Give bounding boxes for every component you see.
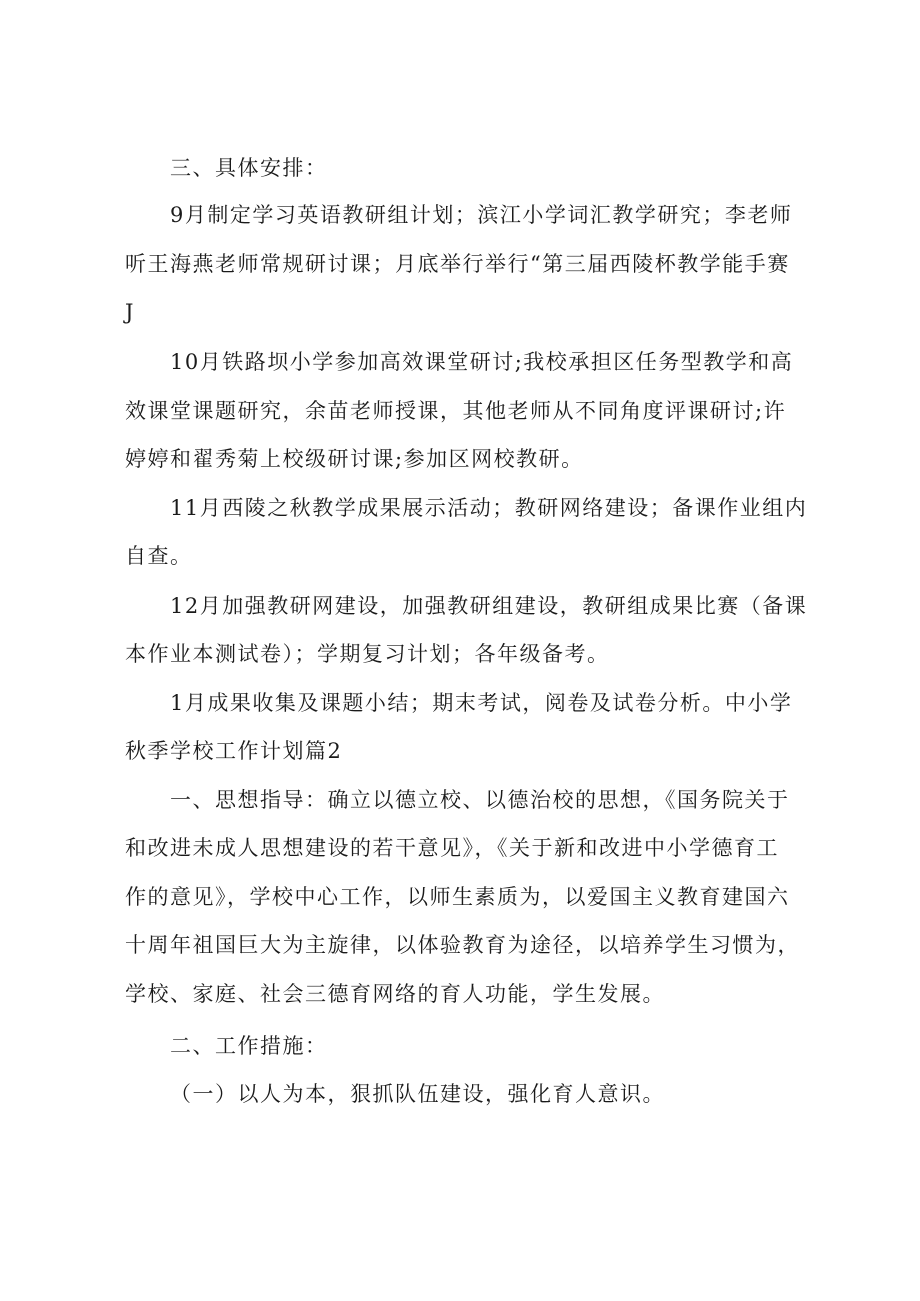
paragraph-line: 作的意见》，学校中心工作，以师生素质为，以爱国主义教育建国六 [125, 885, 790, 909]
paragraph-line: 9月制定学习英语教研组计划；滨江小学词汇教学研究；李老师 [170, 203, 793, 227]
paragraph-line: 十周年祖国巨大为主旋律，以体验教育为途径，以培养学生习惯为， [125, 933, 800, 957]
paragraph-line: 一、思想指导：确立以德立校、以德治校的思想，《国务院关于 [170, 788, 790, 812]
paragraph-line: 效课堂课题研究，余苗老师授课，其他老师从不同角度评课研讨;许 [125, 399, 787, 423]
article-title-line: 秋季学校工作计划篇2 [125, 739, 343, 763]
paragraph-line: 12月加强教研网建设，加强教研组建设，教研组成果比赛（备课 [170, 594, 808, 618]
paragraph-line: 婷婷和翟秀菊上校级研讨课;参加区网校教研。 [125, 447, 584, 471]
paragraph-line: 和改进未成人思想建设的若干意见》，《关于新和改进中小学德育工 [125, 836, 779, 860]
paragraph-line: 学校、家庭、社会三德育网络的育人功能，学生发展。 [125, 982, 665, 1006]
paragraph-line: 11月西陵之秋教学成果展示活动；教研网络建设；备课作业组内 [170, 496, 808, 520]
paragraph-line: 1月成果收集及课题小结；期末考试，阅卷及试卷分析。中小学 [170, 691, 793, 715]
subsection-heading: （一）以人为本，狠抓队伍建设，强化育人意识。 [170, 1082, 665, 1106]
paragraph-line: 自查。 [125, 544, 193, 568]
section-heading: 三、具体安排： [170, 156, 328, 180]
paragraph-line: 10月铁路坝小学参加高效课堂研讨;我校承担区任务型教学和高 [170, 350, 794, 374]
paragraph-line: J [125, 300, 135, 324]
paragraph-line: 听王海燕老师常规研讨课；月底举行举行“第三届西陵杯教学能手赛 [125, 252, 790, 276]
paragraph-line: 本作业本测试卷）；学期复习计划；各年级备考。 [125, 642, 610, 666]
section-heading: 二、工作措施： [170, 1034, 328, 1058]
